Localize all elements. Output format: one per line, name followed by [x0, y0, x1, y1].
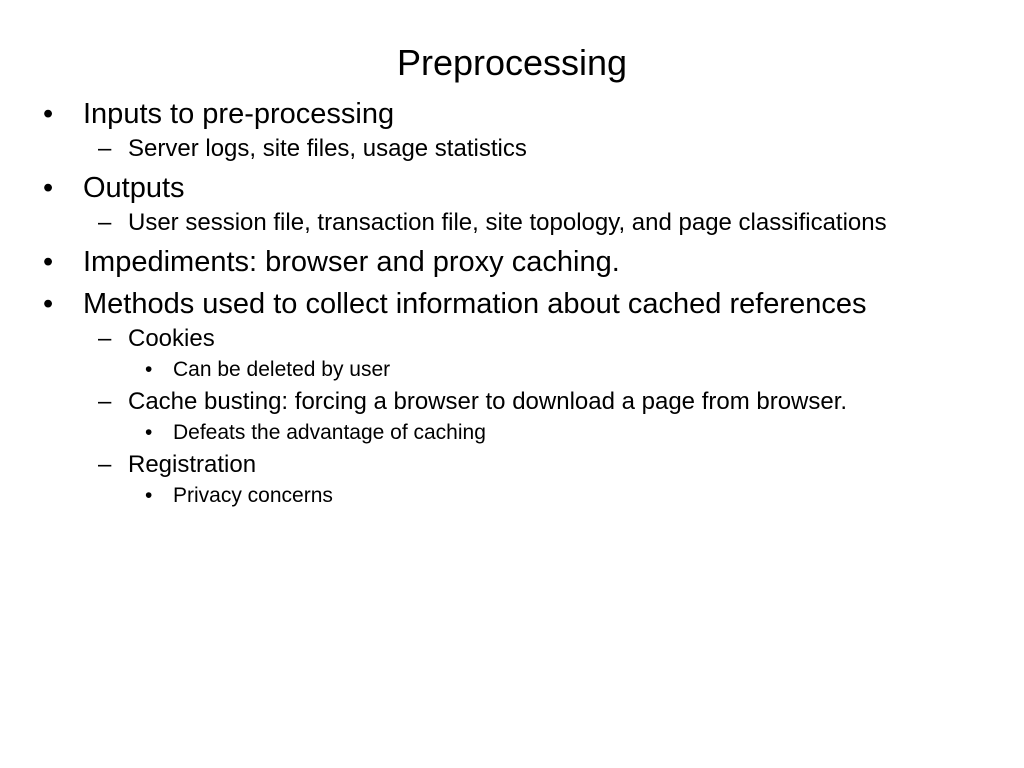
bullet-marker: • — [43, 288, 54, 320]
dash-marker: – — [98, 325, 112, 352]
sub-item-text: Cache busting: forcing a browser to download a page from browser. — [128, 388, 848, 415]
sub-item — [98, 208, 908, 238]
bullet-marker: • — [145, 421, 153, 444]
slide-content — [43, 96, 943, 511]
sub-sub-item-text: Privacy concerns — [173, 484, 333, 507]
bullet-text: Inputs to pre-processing — [83, 98, 395, 130]
bullet-text: Outputs — [83, 172, 185, 204]
sub-item — [98, 134, 908, 164]
sub-item — [98, 387, 908, 417]
bullet-marker: • — [145, 484, 153, 507]
sub-item-text: Server logs, site files, usage statistics — [128, 135, 527, 162]
bullet-text: Methods used to collect information about cached references — [83, 288, 867, 320]
dash-marker: – — [98, 388, 112, 415]
sub-item-text: Cookies — [128, 325, 215, 352]
sub-item-text: User session file, transaction file, site topology, and page classifications — [128, 209, 887, 236]
sub-item — [98, 450, 908, 480]
bullet-item — [43, 170, 943, 206]
sub-sub-item — [143, 418, 943, 448]
sub-sub-item-text: Defeats the advantage of caching — [173, 421, 486, 444]
bullet-text: Impediments: browser and proxy caching. — [83, 246, 620, 278]
dash-marker: – — [98, 451, 112, 478]
bullet-item — [43, 244, 943, 280]
sub-sub-item — [143, 481, 943, 511]
dash-marker: – — [98, 135, 112, 162]
sub-sub-item-text: Can be deleted by user — [173, 358, 391, 381]
bullet-marker: • — [43, 246, 54, 278]
bullet-item — [43, 286, 943, 322]
sub-item — [98, 324, 908, 354]
bullet-marker: • — [43, 98, 54, 130]
bullet-marker: • — [43, 172, 54, 204]
bullet-marker: • — [145, 358, 153, 381]
bullet-item — [43, 96, 943, 132]
sub-sub-item — [143, 355, 943, 385]
sub-item-text: Registration — [128, 451, 257, 478]
slide-title: Preprocessing — [396, 42, 628, 83]
dash-marker: – — [98, 209, 112, 236]
